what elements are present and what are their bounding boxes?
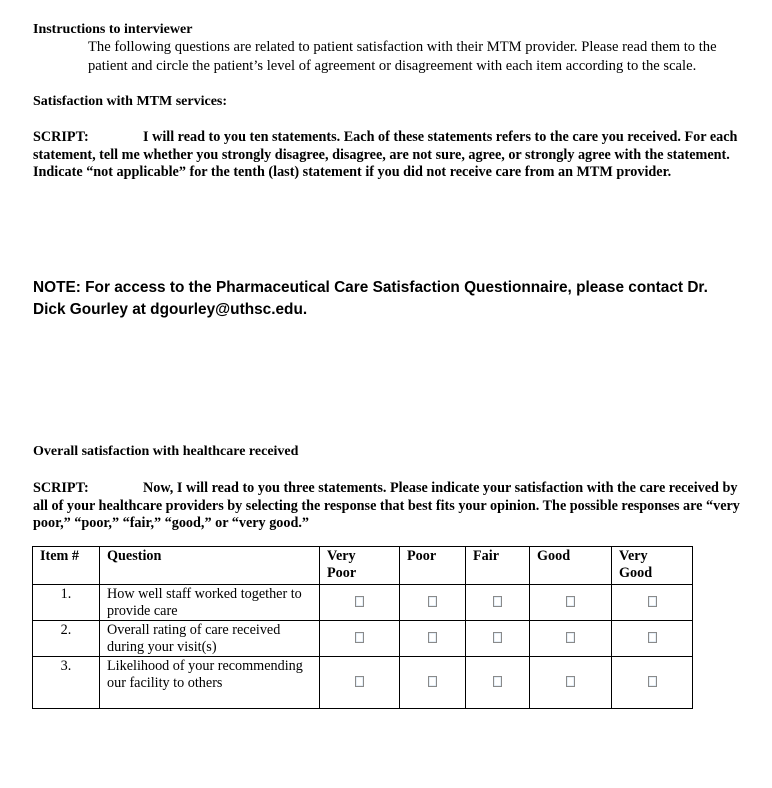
item-number: 1.: [33, 585, 100, 621]
header-fair: Fair: [466, 547, 530, 585]
question-text: Overall rating of care received during your visit(s): [100, 621, 320, 657]
cell-good: [530, 657, 612, 709]
header-very-poor: Very Poor: [320, 547, 400, 585]
rating-table: [32, 546, 693, 709]
cell-poor: [400, 621, 466, 657]
checkbox-very-good[interactable]: [648, 596, 657, 607]
mtm-section-heading: Satisfaction with MTM services:: [33, 94, 228, 109]
checkbox-fair[interactable]: [493, 676, 502, 687]
checkbox-very-poor[interactable]: [355, 632, 364, 643]
checkbox-poor[interactable]: [428, 676, 437, 687]
question-text: Likelihood of your recommending our facility to others: [100, 657, 320, 709]
table-row: [33, 657, 693, 709]
checkbox-poor[interactable]: [428, 596, 437, 607]
header-question: Question: [100, 547, 320, 585]
script-text: I will read to you ten statements. Each of these statements refers to the care you received. For each statement, tell me whether you strongly disagree, disagree, are not sure, agree, or strongly agree with the statement. Indicate “not applicable” for the tenth (last) statement if you did not receive care from an MTM provider.: [33, 129, 738, 180]
cell-fair: [466, 585, 530, 621]
access-note: NOTE: For access to the Pharmaceutical Care Satisfaction Questionnaire, please contact Dr. Dick Gourley at dgourley@uthsc.edu.: [33, 279, 708, 318]
checkbox-good[interactable]: [566, 632, 575, 643]
checkbox-very-good[interactable]: [648, 632, 657, 643]
cell-very-good: [612, 585, 693, 621]
checkbox-good[interactable]: [566, 676, 575, 687]
table-row: [33, 585, 693, 621]
cell-very-poor: [320, 621, 400, 657]
checkbox-fair[interactable]: [493, 596, 502, 607]
checkbox-very-poor[interactable]: [355, 596, 364, 607]
script-label: SCRIPT:: [33, 129, 89, 145]
checkbox-poor[interactable]: [428, 632, 437, 643]
item-number: 3.: [33, 657, 100, 709]
instructions-body: The following questions are related to patient satisfaction with their MTM provider. Please read them to the patient and circle the patient’s level of agreement or disagreement with each item according to the scale.: [88, 39, 717, 74]
script-label: SCRIPT:: [33, 480, 89, 496]
checkbox-very-poor[interactable]: [355, 676, 364, 687]
cell-very-good: [612, 621, 693, 657]
table-header-row: [33, 547, 693, 585]
cell-good: [530, 585, 612, 621]
instructions-heading: Instructions to interviewer: [33, 22, 193, 37]
header-poor: Poor: [400, 547, 466, 585]
header-good: Good: [530, 547, 612, 585]
cell-very-poor: [320, 657, 400, 709]
cell-very-good: [612, 657, 693, 709]
checkbox-fair[interactable]: [493, 632, 502, 643]
item-number: 2.: [33, 621, 100, 657]
checkbox-very-good[interactable]: [648, 676, 657, 687]
header-very-good: Very Good: [612, 547, 693, 585]
overall-section-heading: Overall satisfaction with healthcare received: [33, 444, 299, 459]
cell-fair: [466, 657, 530, 709]
cell-fair: [466, 621, 530, 657]
script-text: Now, I will read to you three statements. Please indicate your satisfaction with the care received by all of your healthcare providers by selecting the response that best fits your opinion. The possible responses are “very poor,” “poor,” “fair,” “good,” or “very good.”: [33, 480, 740, 531]
cell-good: [530, 621, 612, 657]
cell-poor: [400, 657, 466, 709]
cell-very-poor: [320, 585, 400, 621]
checkbox-good[interactable]: [566, 596, 575, 607]
cell-poor: [400, 585, 466, 621]
table-row: [33, 621, 693, 657]
header-item-number: Item #: [33, 547, 100, 585]
overall-script: [33, 480, 753, 533]
mtm-script: [33, 129, 751, 182]
question-text: How well staff worked together to provide care: [100, 585, 320, 621]
